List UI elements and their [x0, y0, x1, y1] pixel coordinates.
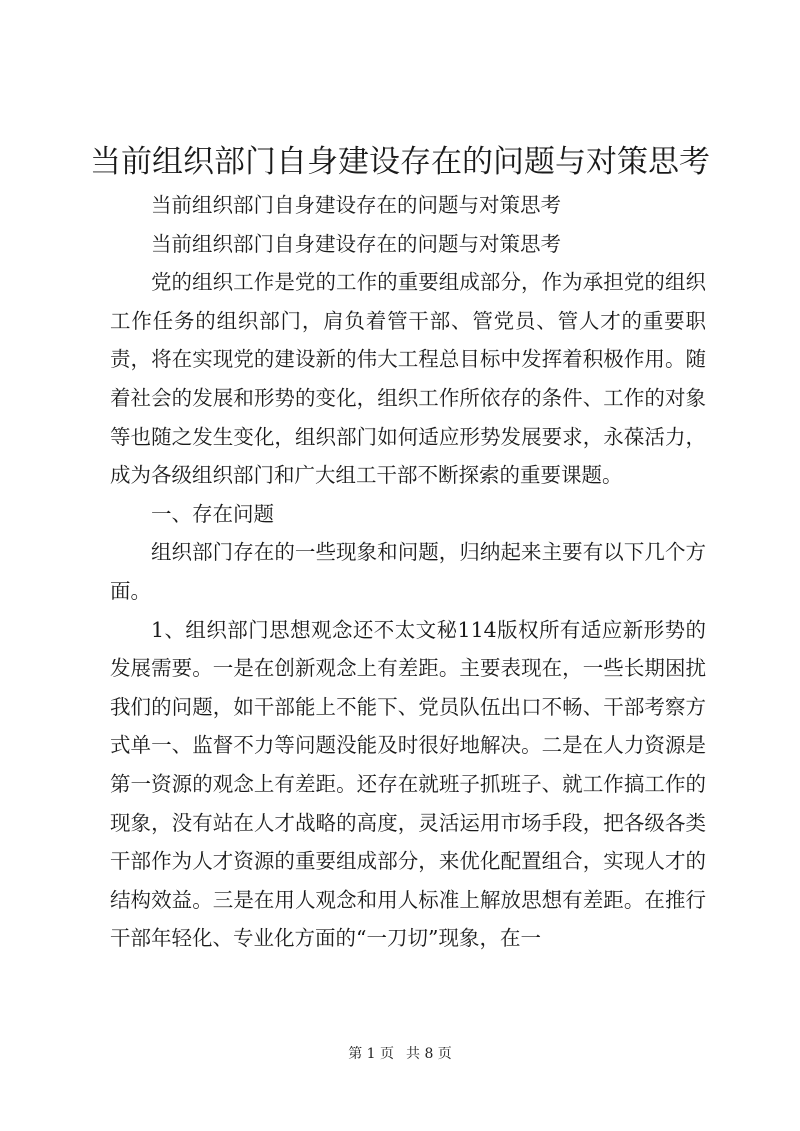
section-heading: 一、存在问题: [151, 501, 274, 526]
document-title: 当前组织部门自身建设存在的问题与对策思考: [90, 144, 710, 180]
page-footer: [0, 1044, 800, 1064]
subtitle-line: 当前组织部门自身建设存在的问题与对策思考: [151, 231, 561, 256]
subtitle-line: 当前组织部门自身建设存在的问题与对策思考: [151, 193, 561, 217]
page-total: 共 8 页: [406, 1046, 452, 1062]
body-paragraph: 党的组织工作是党的工作的重要组成部分，作为承担党的组织工作任务的组织部门，肩负着管干部、管党员、管人才的重要职责，将在实现党的建设新的伟大工程总目标中发挥着积极作用。随着社会的发展和形势的变化，组织工作所依存的条件、工作的对象等也随之发生变化，组织部门如何适应形势发展要求，永葆活力，成为各级组织部门和广大组工干部不断探索的重要课题。: [110, 270, 706, 488]
page-number: 第 1 页: [348, 1046, 394, 1062]
document-body: [110, 186, 706, 958]
body-paragraph: 组织部门存在的一些现象和问题，归纳起来主要有以下几个方面。: [110, 540, 706, 603]
body-paragraph: 1、组织部门思想观念还不太文秘114版权所有适应新形势的发展需要。一是在创新观念上有差距。主要表现在，一些长期困扰我们的问题，如干部能上不能下、党员队伍出口不畅、干部考察方式单一、监督不力等问题没能及时很好地解决。二是在人力资源是第一资源的观念上有差距。还存在就班子抓班子、就工作搞工作的现象，没有站在人才战略的高度，灵活运用市场手段，把各级各类干部作为人才资源的重要组成部分，来优化配置组合，实现人才的结构效益。三是在用人观念和用人标准上解放思想有差距。在推行干部年轻化、专业化方面的“一刀切”现象，在一: [110, 617, 706, 951]
